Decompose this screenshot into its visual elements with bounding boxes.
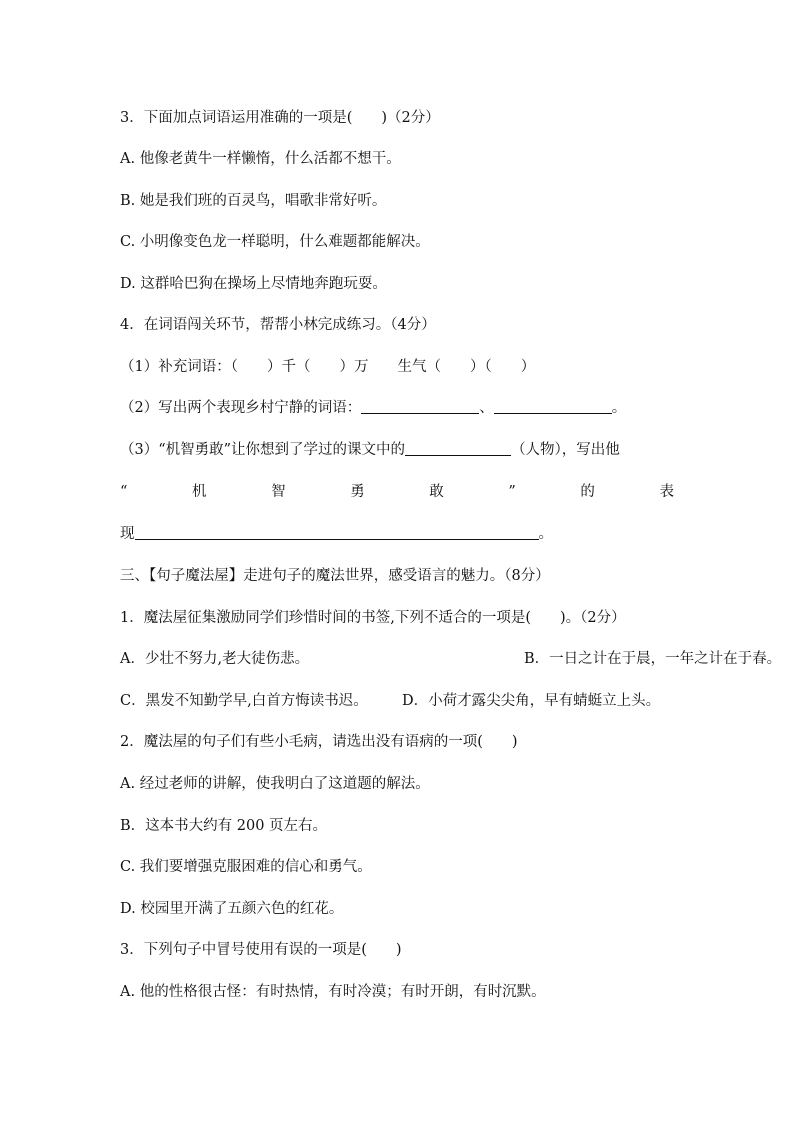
- answer-blank-1[interactable]: [361, 398, 479, 414]
- q4-sub2-end: 。: [611, 400, 627, 416]
- q3-stem: 3．下面加点词语运用准确的一项是( )（2分）: [120, 110, 440, 126]
- q4-sub3-line3: [120, 524, 680, 544]
- s3q1-stem: 1．魔法屋征集激励同学们珍惜时间的书签,下列不适合的一项是( )。（2分）: [120, 610, 626, 626]
- s3q2-option-d: D. 校园里开满了五颜六色的红花。: [120, 901, 344, 917]
- s3q1-option-b: B．一日之计在于晨，一年之计在于春。: [524, 651, 782, 667]
- s3q2-stem: 2．魔法屋的句子们有些小毛病，请选出没有语病的一项( ): [120, 734, 518, 750]
- q4-sub2-separator: 、: [479, 400, 494, 416]
- s3q1-options-row2: [120, 691, 680, 711]
- q4-sub1: （1）补充词语：（ ）千（ ）万 生气（ ）（ ）: [120, 359, 536, 375]
- s3q3-option-a: A. 他的性格很古怪：有时热情，有时冷漠；有时开朗，有时沉默。: [120, 984, 546, 1000]
- q4-sub3-char: 的: [580, 484, 595, 500]
- q4-sub3-char: ”: [508, 484, 516, 500]
- q3-option-d: D. 这群哈巴狗在操场上尽情地奔跑玩耍。: [120, 276, 387, 292]
- q4-sub3-mid: （人物），写出他: [511, 442, 620, 458]
- q4-sub3-char: 机: [192, 484, 207, 500]
- s3q1-options-row1: [120, 649, 782, 669]
- answer-blank-4[interactable]: [135, 524, 539, 540]
- q4-sub3-char: 智: [271, 484, 286, 500]
- s3q2-option-c: C. 我们要增强克服困难的信心和勇气。: [120, 859, 372, 875]
- q3-option-b: B. 她是我们班的百灵鸟，唱歌非常好听。: [120, 193, 387, 209]
- s3q2-option-a: A. 经过老师的讲解，使我明白了这道题的解法。: [120, 776, 430, 792]
- q4-sub3-line1: [120, 440, 680, 460]
- answer-blank-3[interactable]: [405, 440, 511, 456]
- s3q1-option-a: A．少壮不努力,老大徒伤悲。: [120, 651, 310, 667]
- q4-sub3-line2: [120, 482, 674, 502]
- q3-option-a: A. 他像老黄牛一样懒惰，什么活都不想干。: [120, 151, 401, 167]
- s3q2-option-b: B．这本书大约有 200 页左右。: [120, 818, 328, 834]
- q4-sub3-line3-end: 。: [538, 526, 553, 542]
- q4-stem: 4．在词语闯关环节，帮帮小林完成练习。（4分）: [120, 317, 436, 333]
- s3q3-stem: 3．下列句子中冒号使用有误的一项是( ): [120, 942, 402, 958]
- q4-sub3-prefix: （3）“机智勇敢”让你想到了学过的课文中的: [120, 442, 406, 458]
- q4-sub3-line3-prefix: 现: [120, 526, 135, 542]
- s3q1-option-d: D．小荷才露尖尖角，早有蜻蜓立上头。: [402, 693, 661, 709]
- s3q1-option-c: C．黑发不知勤学早,白首方悔读书迟。: [120, 693, 368, 709]
- q4-sub3-char: 表: [659, 484, 674, 500]
- answer-blank-2[interactable]: [494, 398, 612, 414]
- section-3-title: 三、【句子魔法屋】走进句子的魔法世界，感受语言的魅力。（8分）: [120, 568, 550, 584]
- q4-sub3-char: “: [120, 484, 128, 500]
- q4-sub2-prefix: （2）写出两个表现乡村宁静的词语：: [120, 400, 362, 416]
- q4-sub2: [120, 398, 680, 418]
- q4-sub3-char: 勇: [350, 484, 365, 500]
- q3-option-c: C. 小明像变色龙一样聪明，什么难题都能解决。: [120, 234, 430, 250]
- q4-sub3-char: 敢: [429, 484, 444, 500]
